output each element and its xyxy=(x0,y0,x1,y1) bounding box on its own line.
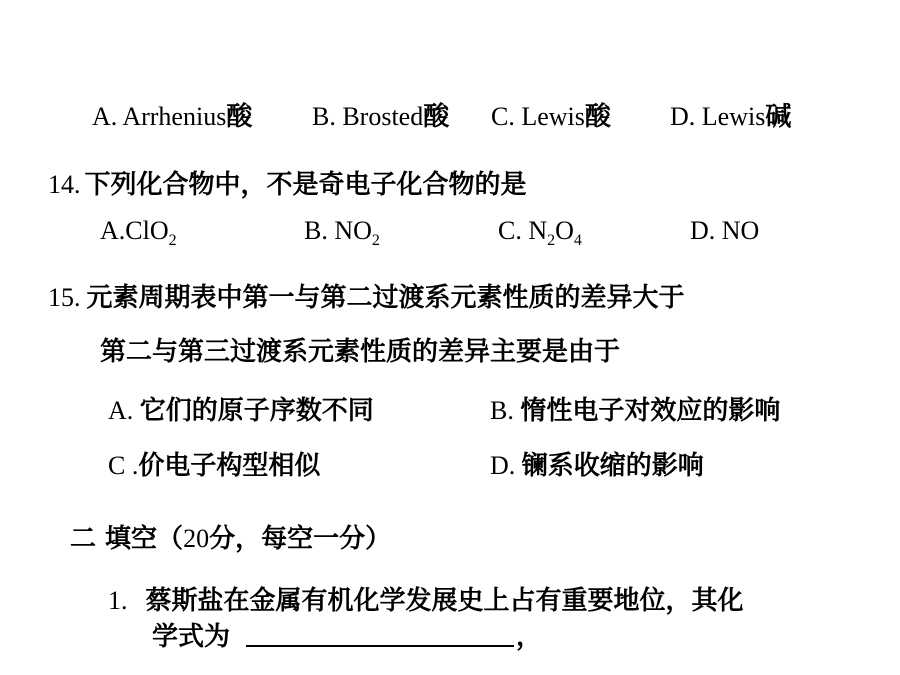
fill1-text1: 蔡斯盐在金属有机化学发展史上占有重要地位，其化 xyxy=(145,586,744,616)
q15-option-a-text: 它们的原子序数不同 xyxy=(139,396,374,426)
q13-option-d xyxy=(670,102,791,132)
fill1-line2 xyxy=(152,622,542,652)
q14-option-c-text: C. N xyxy=(498,216,548,245)
q15-option-c-text: 价电子构型相似 xyxy=(138,451,321,481)
q13-option-c-label: C. Lewis xyxy=(491,102,585,131)
q15-option-a xyxy=(108,396,374,426)
q13-option-a-label: A. Arrhenius xyxy=(92,102,227,131)
q15-option-b-text: 惰性电子对效应的影响 xyxy=(520,396,781,426)
q13-option-d-label: D. Lewis xyxy=(670,102,766,131)
fill1-text2: 学式为 xyxy=(152,622,231,652)
q14-option-c-mid: O xyxy=(555,216,574,245)
q15-stem-line2: 第二与第三过渡系元素性质的差异主要是由于 xyxy=(100,337,621,367)
q14-stem-text: 下列化合物中，不是奇电子化合物的是 xyxy=(84,170,527,200)
q13-option-c-word: 酸 xyxy=(584,102,611,132)
q13-options-row xyxy=(92,102,252,132)
q14-option-c-sub1: 2 xyxy=(547,232,556,249)
q13-option-a-word: 酸 xyxy=(226,102,253,132)
q14-option-d xyxy=(690,216,759,246)
q14-option-b-text: B. NO xyxy=(304,216,372,245)
q14-number: 14. xyxy=(48,170,81,199)
q13-option-b-label: B. Brosted xyxy=(312,102,424,131)
fill1-line1 xyxy=(108,586,744,616)
q15-option-b xyxy=(490,396,780,426)
q15-option-d xyxy=(490,451,704,481)
fill1-number: 1. xyxy=(108,586,128,615)
q13-option-d-word: 碱 xyxy=(765,102,792,132)
q14-stem xyxy=(48,170,527,200)
section2-title-b: 分，每空一分） xyxy=(209,524,392,554)
q14-option-a-text: A.ClO xyxy=(100,216,169,245)
q15-option-c-letter: C . xyxy=(108,451,139,480)
q14-option-d-text: D. NO xyxy=(690,216,760,245)
q15-stem-line1 xyxy=(48,283,685,313)
q15-option-c xyxy=(108,451,320,481)
section2-title-num: 20 xyxy=(183,524,210,553)
q14-option-b xyxy=(304,216,380,249)
q15-stem-text1: 元素周期表中第一与第二过渡系元素性质的差异大于 xyxy=(86,283,685,313)
q14-option-c xyxy=(498,216,582,249)
q15-option-b-letter: B. xyxy=(490,396,521,425)
q13-option-b xyxy=(312,102,449,132)
q13-option-c xyxy=(491,102,611,132)
answer-blank[interactable] xyxy=(246,645,514,647)
q14-option-b-sub: 2 xyxy=(371,232,380,249)
q15-option-a-letter: A. xyxy=(108,396,140,425)
q14-option-a-sub: 2 xyxy=(168,232,177,249)
section2-title-a: 二 填空（ xyxy=(70,524,184,554)
q15-option-d-letter: D. xyxy=(490,451,522,480)
fill1-after-blank: ， xyxy=(516,622,543,652)
q13-option-b-word: 酸 xyxy=(423,102,450,132)
q14-option-a xyxy=(100,216,177,249)
section2-heading xyxy=(70,524,391,554)
q15-option-d-text: 镧系收缩的影响 xyxy=(521,451,704,481)
q15-number: 15. xyxy=(48,283,81,312)
q14-option-c-sub2: 4 xyxy=(573,232,582,249)
